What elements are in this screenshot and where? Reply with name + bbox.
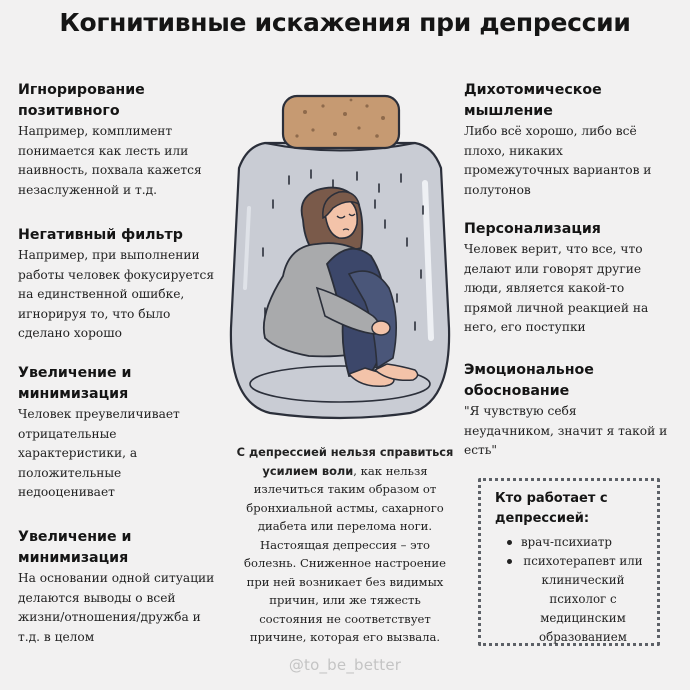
item-text: Либо всё хорошо, либо всё плохо, никаких промежуточных вариантов и полутонов bbox=[464, 124, 652, 197]
bullet-icon bbox=[507, 559, 512, 564]
item-heading: Негативный фильтр bbox=[18, 227, 183, 243]
item-magnification-1 bbox=[18, 363, 228, 503]
item-emotional-reasoning bbox=[464, 360, 679, 461]
author-handle: @to_be_better bbox=[288, 656, 402, 674]
who-works-box bbox=[478, 478, 660, 646]
item-text: Например, при выполнении работы человек фокусируется на единственной ошибке, игнорируя то, что было сделано хорошо bbox=[18, 248, 215, 340]
list-item: врач-психиатр bbox=[481, 533, 657, 552]
list-item: психотерапевт или клинический психолог с медицинским образованием bbox=[481, 552, 657, 647]
item-magnification-2 bbox=[18, 527, 228, 647]
cork-lid bbox=[283, 96, 399, 148]
item-heading: Дихотомическое мышление bbox=[464, 82, 602, 119]
item-text: Человек верит, что все, что делают или говорят другие люди, является какой-то прямой личной реакцией на него, его поступки bbox=[464, 242, 649, 334]
center-note: С депрессией нельзя справиться усилием воли, как нельзя излечиться таким образом от бронхиальной астмы, сахарного диабета или перелома ноги. Настоящая депрессия – это болезнь. Сниженное настроение при ней возникает без видимых причин, или же тяжесть состояния не соответствует причине, которая его вызвала. bbox=[236, 445, 454, 644]
who-works-list bbox=[481, 533, 657, 647]
who-works-heading: Кто работает с депрессией: bbox=[495, 491, 608, 526]
bullet-icon bbox=[507, 540, 512, 545]
item-heading: Увеличение и минимизация bbox=[18, 529, 132, 566]
item-heading: Эмоциональное обоснование bbox=[464, 362, 594, 399]
item-negative-filter bbox=[18, 225, 228, 344]
item-text: Человек преувеличивает отрицательные характеристики, а положительные недооценивает bbox=[18, 407, 180, 499]
item-personalization bbox=[464, 219, 679, 338]
item-heading: Увеличение и минимизация bbox=[18, 365, 132, 402]
item-text: "Я чувствую себя неудачником, значит я такой и есть" bbox=[464, 404, 668, 457]
girl-in-jar-illustration bbox=[225, 88, 455, 423]
item-heading: Персонализация bbox=[464, 221, 601, 237]
item-text: Например, комплимент понимается как лесть или наивность, похвала кажется незаслуженной и т.д. bbox=[18, 124, 202, 197]
item-heading: Игнорирование позитивного bbox=[18, 82, 145, 119]
page-title: Когнитивные искажения при депрессии bbox=[59, 8, 631, 37]
item-ignoring-positive bbox=[18, 80, 228, 200]
item-text: На основании одной ситуации делаются выводы о всей жизни/отношения/дружба и т.д. в целом bbox=[18, 571, 215, 644]
item-dichotomous-thinking bbox=[464, 80, 679, 200]
